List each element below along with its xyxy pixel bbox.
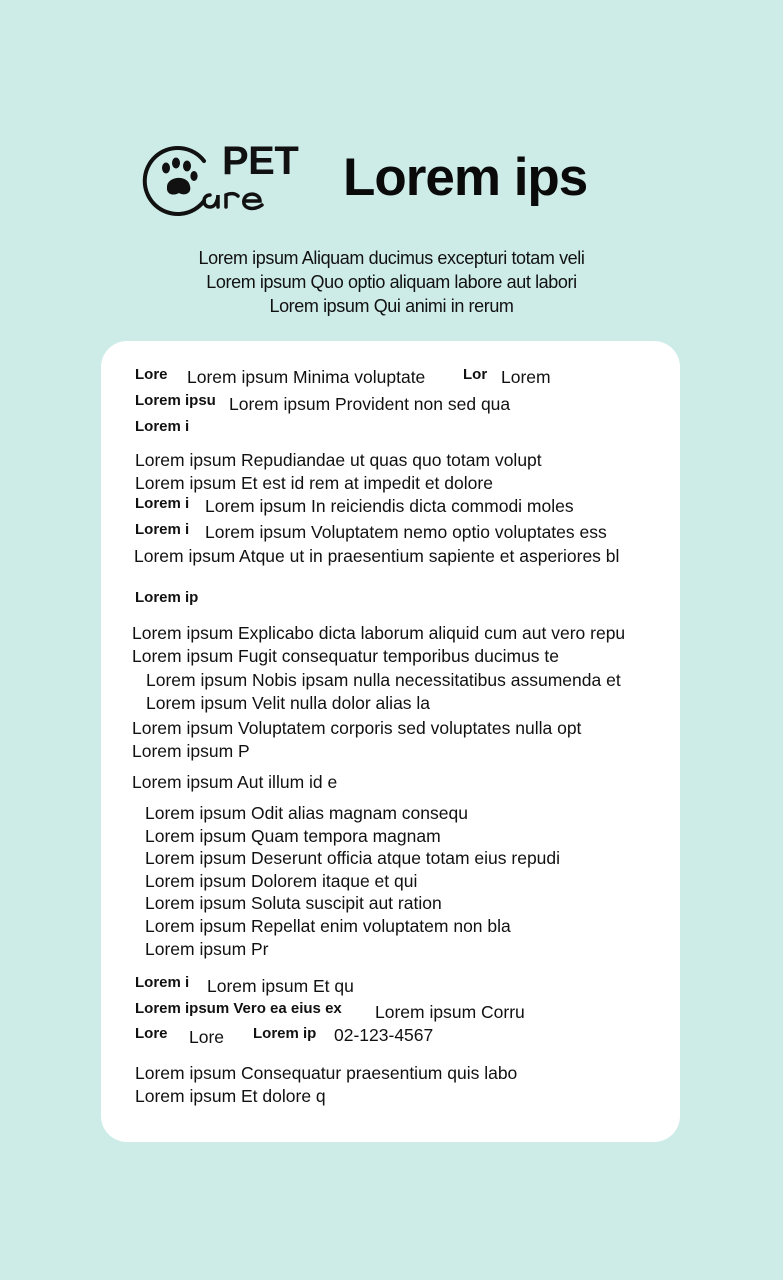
text-line: Lorem ipsum Repudiandae ut quas quo totam volupt [135,450,542,470]
intro-text [0,246,783,318]
indented-line: Lorem ipsum Dolorem itaque et qui [145,871,418,891]
field-value: Lorem [501,367,551,387]
field-label: Lorem ipsum Vero ea eius ex [135,1000,342,1017]
text-line: Lorem ipsum Explicabo dicta laborum aliquid cum aut vero repu [132,623,626,643]
phone-label: Lorem ip [253,1025,317,1042]
field-label: Lor [463,366,488,383]
text-line: Lorem ipsum Et est id rem at impedit et dolore [135,473,493,493]
indented-line: Lorem ipsum Velit nulla dolor alias la [146,693,431,713]
field-label: Lorem i [135,974,190,991]
field-label: Lorem ipsu [135,392,216,409]
field-label: Lorem i [135,495,190,512]
field-value: Lorem ipsum Voluptatem nemo optio voluptates ess [205,522,607,542]
page-title: Lorem ips [343,148,588,207]
text-line: Lorem ipsum Fugit consequatur temporibus ducimus te [132,646,560,666]
pet-care-logo [140,139,310,218]
field-label: Lore [135,366,168,383]
phone-number: 02-123-4567 [334,1025,434,1045]
indented-line: Lorem ipsum Deserunt officia atque totam eius repudi [145,848,561,868]
field-value: Lorem ipsum In reiciendis dicta commodi moles [205,496,574,516]
intro-line: Lorem ipsum Qui animi in rerum [269,296,514,316]
field-label: Lore [135,1025,168,1042]
text-line: Lorem ipsum Atque ut in praesentium sapiente et asperiores bl [134,546,620,566]
logo-pet-text: PET [222,139,299,183]
indented-line: Lorem ipsum Pr [145,939,269,959]
text-line: Lorem ipsum Voluptatem corporis sed voluptates nulla opt [132,718,582,738]
text-line: Lorem ipsum P [132,741,250,761]
text-line: Lorem ipsum Et dolore q [135,1086,326,1106]
info-card [101,341,680,1142]
section-label: Lorem ip [135,589,199,606]
text-line: Lorem ipsum Consequatur praesentium quis labo [135,1063,518,1083]
indented-line: Lorem ipsum Repellat enim voluptatem non bla [145,916,511,936]
field-value: Lorem ipsum Corru [375,1002,525,1022]
indented-line: Lorem ipsum Nobis ipsam nulla necessitatibus assumenda et [146,670,621,690]
indented-line: Lorem ipsum Odit alias magnam consequ [145,803,468,823]
field-value: Lorem ipsum Minima voluptate [187,367,426,387]
intro-line: Lorem ipsum Quo optio aliquam labore aut labori [206,272,577,292]
field-value: Lore [189,1027,225,1047]
indented-line: Lorem ipsum Quam tempora magnam [145,826,441,846]
field-value: Lorem ipsum Provident non sed qua [229,394,511,414]
text-line: Lorem ipsum Aut illum id e [132,772,338,792]
intro-line: Lorem ipsum Aliquam ducimus excepturi totam veli [198,248,585,268]
field-label: Lorem i [135,521,190,538]
field-label: Lorem i [135,418,190,435]
field-value: Lorem ipsum Et qu [207,976,354,996]
indented-line: Lorem ipsum Soluta suscipit aut ration [145,893,442,913]
header [0,0,783,340]
